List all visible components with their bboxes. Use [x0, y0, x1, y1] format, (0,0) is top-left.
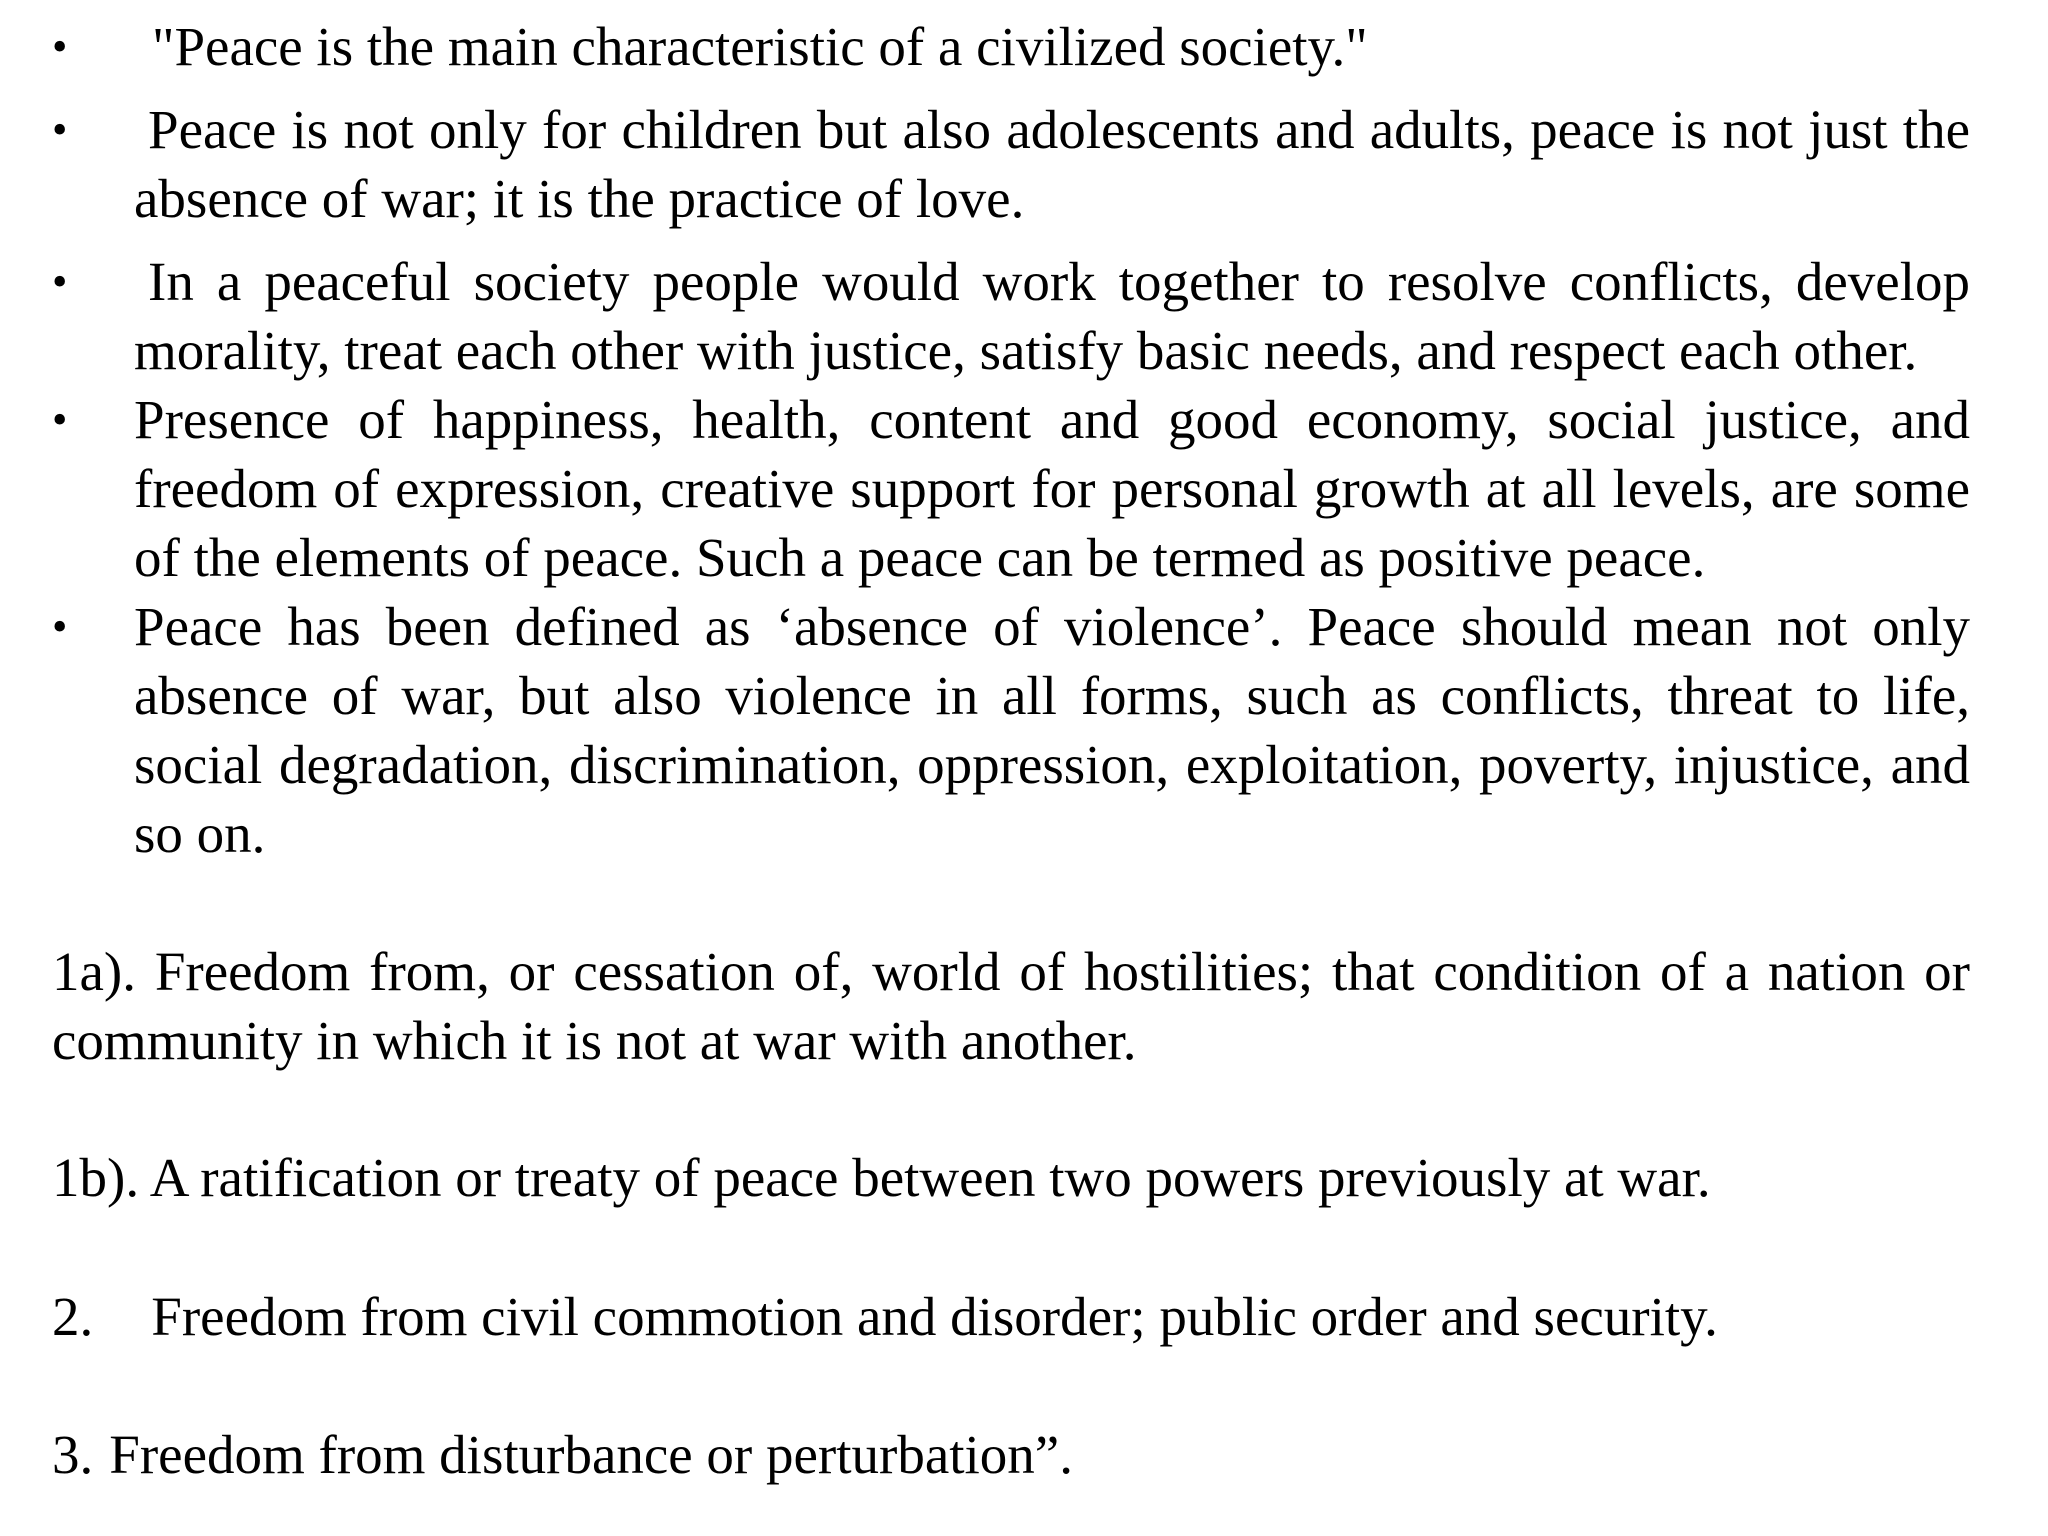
- bullet-list: [52, 12, 1970, 868]
- definition-2-text: Freedom from civil commotion and disorder; public order and security.: [151, 1286, 1718, 1347]
- bullet-dot-icon: •: [52, 395, 68, 444]
- definition-3-number: 3.: [52, 1424, 94, 1485]
- bullet-dot-icon: •: [52, 105, 68, 154]
- bullet-item-4: [52, 385, 1970, 592]
- bullet-text-4: Presence of happiness, health, content and good economy, social justice, and freedom of expression, creative support for personal growth at all levels, are some of the elements of peace. Such a peace can be termed as positive peace.: [134, 389, 1970, 588]
- definition-1a: 1a). Freedom from, or cessation of, world of hostilities; that condition of a nation or community in which it is not at war with another.: [52, 941, 1970, 1071]
- bullet-dot-icon: •: [52, 602, 68, 651]
- definition-2: [52, 1282, 1970, 1351]
- definition-2-number: 2.: [52, 1286, 94, 1347]
- definition-3-text: Freedom from disturbance or perturbation”.: [109, 1424, 1073, 1485]
- definition-1b: 1b). A ratification or treaty of peace between two powers previously at war.: [52, 1147, 1711, 1208]
- bullet-text-3: In a peaceful society people would work together to resolve conflicts, develop morality, treat each other with justice, satisfy basic needs, and respect each other.: [134, 251, 1970, 381]
- bullet-text-1: "Peace is the main characteristic of a civilized society.": [152, 16, 1368, 77]
- bullet-dot-icon: •: [52, 257, 68, 306]
- bullet-item-3: [52, 247, 1970, 385]
- bullet-dot-icon: •: [52, 22, 68, 71]
- bullet-text-5: Peace has been defined as ‘absence of violence’. Peace should mean not only absence of war, but also violence in all forms, such as conflicts, threat to life, social degradation, discrimination, oppression, exploitation, poverty, injustice, and so on.: [134, 596, 1970, 864]
- bullet-text-2: Peace is not only for children but also adolescents and adults, peace is not just the absence of war; it is the practice of love.: [134, 99, 1970, 229]
- definition-3: [52, 1420, 1970, 1489]
- bullet-item-5: [52, 592, 1970, 868]
- bullet-item-1: [52, 12, 1970, 81]
- bullet-item-2: [52, 95, 1970, 233]
